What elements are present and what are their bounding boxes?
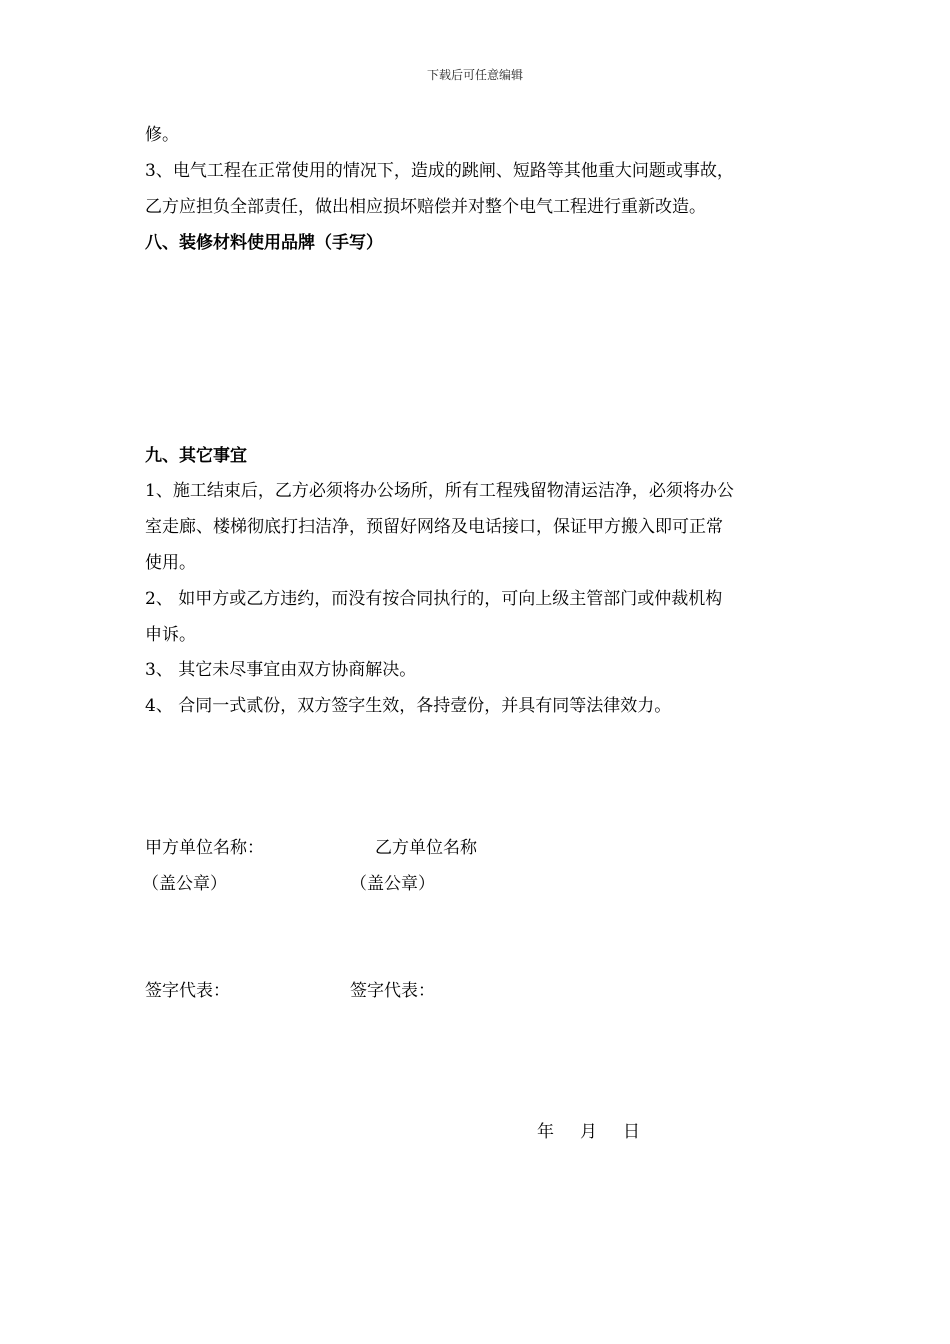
date-month-label: 月 — [580, 1122, 597, 1142]
text-line: 使用。 — [145, 553, 196, 573]
party-a-rep-label: 签字代表： — [145, 981, 230, 1001]
party-a-name-label: 甲方单位名称： — [145, 838, 264, 858]
text-line: 申诉。 — [145, 625, 196, 645]
header-note: 下载后可任意编辑 — [426, 68, 523, 82]
text-line: 室走廊、楼梯彻底打扫洁净，预留好网络及电话接口，保证甲方搬入即可正常 — [145, 517, 723, 537]
text-line: 3、 其它未尽事宜由双方协商解决。 — [145, 660, 417, 680]
text-line: 2、 如甲方或乙方违约，而没有按合同执行的，可向上级主管部门或仲裁机构 — [145, 589, 723, 609]
text-line: 修。 — [145, 125, 179, 145]
text-line: 4、 合同一式贰份，双方签字生效，各持壹份，并具有同等法律效力。 — [145, 696, 672, 716]
party-b-name-label: 乙方单位名称 — [375, 838, 477, 858]
section-9-title: 九、其它事宜 — [145, 446, 247, 466]
party-b-rep-label: 签字代表： — [350, 981, 435, 1001]
text-line: 3、电气工程在正常使用的情况下，造成的跳闸、短路等其他重大问题或事故， — [145, 161, 734, 181]
date-year-label: 年 — [537, 1122, 554, 1142]
date-day-label: 日 — [623, 1122, 640, 1142]
party-b-seal-label: （盖公章） — [350, 874, 435, 894]
section-8-title: 八、装修材料使用品牌（手写） — [145, 233, 383, 253]
text-line: 1、施工结束后，乙方必须将办公场所，所有工程残留物清运洁净，必须将办公 — [145, 481, 734, 501]
text-line: 乙方应担负全部责任，做出相应损坏赔偿并对整个电气工程进行重新改造。 — [145, 197, 706, 217]
party-a-seal-label: （盖公章） — [142, 874, 227, 894]
